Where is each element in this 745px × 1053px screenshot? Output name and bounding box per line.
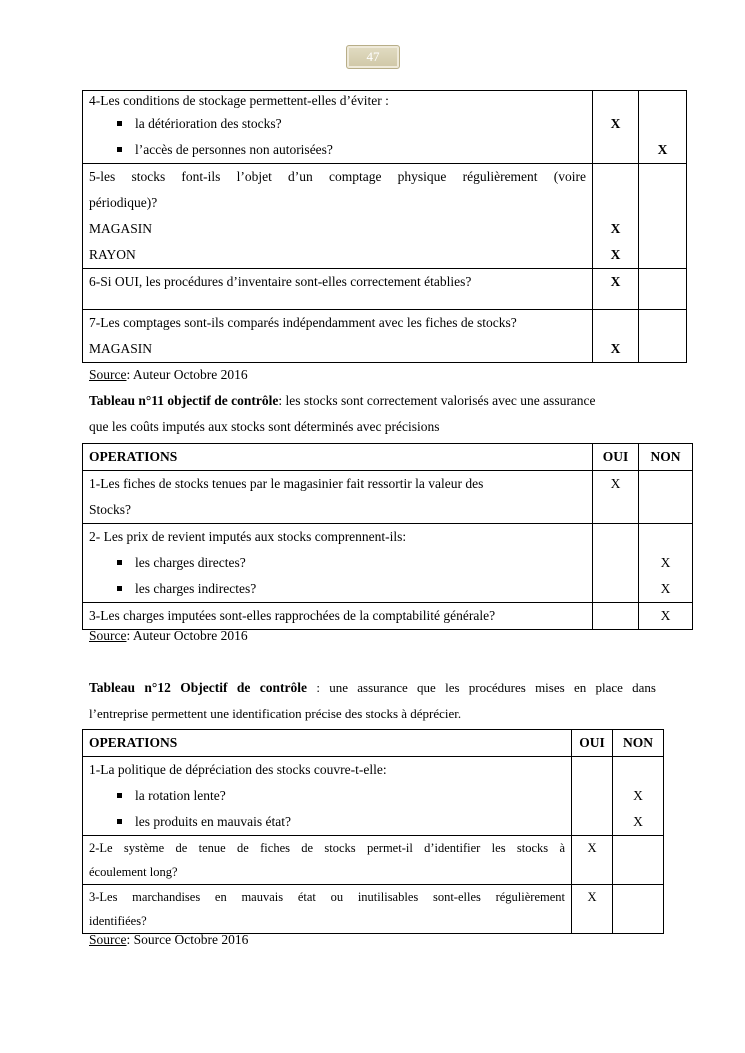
column-header: OPERATIONS xyxy=(83,444,593,471)
oui-mark: X xyxy=(610,341,621,356)
table-header-row xyxy=(83,444,693,471)
oui-mark: X xyxy=(610,247,621,262)
oui-mark: X xyxy=(610,116,621,131)
table-caption-continued: que les coûts imputés aux stocks sont déterminés avec précisions xyxy=(89,419,440,434)
table-row xyxy=(83,524,693,603)
question-text: 7-Les comptages sont-ils comparés indépendamment avec les fiches de stocks? xyxy=(89,315,517,330)
table-row: 1-Les fiches de stocks tenues par le magasinier fait ressortir la valeur des Stocks? X xyxy=(83,471,693,524)
column-header: OPERATIONS xyxy=(83,730,572,757)
non-mark: X xyxy=(657,142,668,157)
table-row: 2-Le système de tenue de fiches de stocks permet-il d’identifier les stocks à écoulement long? X xyxy=(83,836,664,885)
table-row xyxy=(83,757,664,836)
list-item: la rotation lente? xyxy=(89,783,565,809)
question-text: 3-Les marchandises en mauvais état ou inutilisables sont-elles régulièrement xyxy=(89,890,565,904)
table-row xyxy=(83,269,687,310)
question-text: 1-Les fiches de stocks tenues par le magasinier fait ressortir la valeur des xyxy=(89,476,484,491)
table-row: 7-Les comptages sont-ils comparés indépendamment avec les fiches de stocks? MAGASIN X xyxy=(83,310,687,363)
stock-control-table-continued xyxy=(82,90,687,363)
list-item: les produits en mauvais état? xyxy=(89,809,565,835)
oui-mark: X xyxy=(610,274,621,289)
list-item: les charges indirectes? xyxy=(89,576,586,602)
page-number: 47 xyxy=(346,45,400,69)
non-mark: X xyxy=(660,608,671,623)
question-text: 6-Si OUI, les procédures d’inventaire sont-elles correctement établies? xyxy=(89,274,472,289)
table-caption-continued: l’entreprise permettent une identification précise des stocks à déprécier. xyxy=(89,706,462,721)
non-mark: X xyxy=(660,581,671,596)
non-mark: X xyxy=(633,814,643,829)
list-item: l’accès de personnes non autorisées? xyxy=(89,137,586,163)
non-mark: X xyxy=(633,788,643,803)
column-header: OUI xyxy=(593,444,639,471)
question-text: 3-Les charges imputées sont-elles rapprochées de la comptabilité générale? xyxy=(89,608,496,623)
source-note: Source: Source Octobre 2016 xyxy=(89,932,249,947)
non-mark: X xyxy=(660,555,671,570)
list-item: les charges directes? xyxy=(89,550,586,576)
question-text: 4-Les conditions de stockage permettent-elles d’éviter : xyxy=(89,93,389,108)
valuation-control-table xyxy=(82,443,693,630)
depreciation-control-table xyxy=(82,729,664,934)
source-note: Source: Auteur Octobre 2016 xyxy=(89,628,248,643)
question-text: 2- Les prix de revient imputés aux stocks comprennent-ils: xyxy=(89,529,407,544)
question-text: 2-Le système de tenue de fiches de stocks permet-il d’identifier les stocks à xyxy=(89,841,565,855)
column-header: OUI xyxy=(572,730,613,757)
oui-mark: X xyxy=(587,841,597,855)
oui-mark: X xyxy=(587,890,597,904)
table-caption: Tableau n°12 Objectif de contrôle : une assurance que les procédures mises en place dans xyxy=(89,680,656,695)
column-header: NON xyxy=(639,444,693,471)
source-note: Source: Auteur Octobre 2016 xyxy=(89,367,248,382)
table-row: 3-Les marchandises en mauvais état ou inutilisables sont-elles régulièrement identifiées? X xyxy=(83,885,664,934)
column-header: NON xyxy=(613,730,664,757)
oui-mark: X xyxy=(610,476,621,491)
question-text: 1-La politique de dépréciation des stocks couvre-t-elle: xyxy=(89,762,387,777)
table-header-row xyxy=(83,730,664,757)
oui-mark: X xyxy=(610,221,621,236)
table-caption: Tableau n°11 objectif de contrôle: les stocks sont correctement valorisés avec une assurance xyxy=(89,393,596,408)
table-row: 5-les stocks font-ils l’objet d’un comptage physique régulièrement (voire périodique)? MAGASIN RAYON X X xyxy=(83,164,687,269)
list-item: la détérioration des stocks? xyxy=(89,111,586,137)
question-text: 5-les stocks font-ils l’objet d’un comptage physique régulièrement (voire xyxy=(89,169,586,184)
table-row xyxy=(83,91,687,164)
